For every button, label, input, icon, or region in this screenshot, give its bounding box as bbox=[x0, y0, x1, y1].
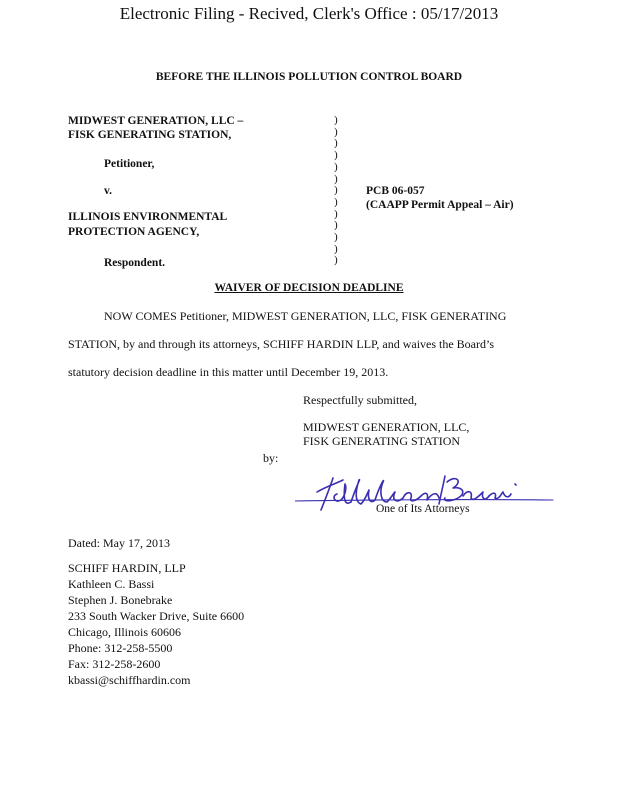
signature-party-line2: FISK GENERATING STATION bbox=[303, 434, 461, 448]
counsel-firm: SCHIFF HARDIN, LLP bbox=[68, 561, 186, 575]
counsel-attorney-2: Stephen J. Bonebrake bbox=[68, 593, 173, 607]
body-line-3: statutory decision deadline in this matter until December 19, 2013. bbox=[68, 365, 389, 379]
board-title: BEFORE THE ILLINOIS POLLUTION CONTROL BOARD bbox=[155, 71, 463, 83]
electronic-filing-header: Electronic Filing - Recived, Clerk's Office : 05/17/2013 bbox=[119, 4, 499, 23]
counsel-phone: Phone: 312-258-5500 bbox=[68, 641, 173, 655]
petitioner-name-line1: MIDWEST GENERATION, LLC – bbox=[68, 115, 244, 127]
petitioner-role: Petitioner, bbox=[104, 158, 155, 170]
counsel-address-2: Chicago, Illinois 60606 bbox=[68, 625, 181, 639]
caption-parentheses: ) ) ) ) ) ) ) ) ) ) ) ) ) bbox=[334, 114, 338, 267]
counsel-address-1: 233 South Wacker Drive, Suite 6600 bbox=[68, 609, 245, 623]
signature-party-line1: MIDWEST GENERATION, LLC, bbox=[303, 420, 470, 434]
case-number: PCB 06-057 bbox=[366, 185, 425, 197]
counsel-attorney-1: Kathleen C. Bassi bbox=[68, 577, 155, 591]
respondent-name-line2: PROTECTION AGENCY, bbox=[68, 226, 200, 238]
body-line-2: STATION, by and through its attorneys, SCHIFF HARDIN LLP, and waives the Board’s bbox=[68, 337, 495, 351]
by-label: by: bbox=[263, 451, 279, 465]
signature-role: One of Its Attorneys bbox=[376, 503, 470, 515]
counsel-fax: Fax: 312-258-2600 bbox=[68, 657, 161, 671]
counsel-email: kbassi@schiffhardin.com bbox=[68, 673, 191, 687]
respondent-role: Respondent. bbox=[104, 257, 166, 269]
document-heading: WAIVER OF DECISION DEADLINE bbox=[214, 282, 404, 294]
dated: Dated: May 17, 2013 bbox=[68, 536, 170, 550]
respondent-name-line1: ILLINOIS ENVIRONMENTAL bbox=[68, 211, 228, 223]
petitioner-name-line2: FISK GENERATING STATION, bbox=[68, 129, 232, 141]
case-type: (CAAPP Permit Appeal – Air) bbox=[366, 199, 514, 211]
body-line-1: NOW COMES Petitioner, MIDWEST GENERATION, LLC, FISK GENERATING bbox=[104, 309, 507, 323]
versus: v. bbox=[104, 185, 112, 197]
closing: Respectfully submitted, bbox=[303, 393, 417, 407]
